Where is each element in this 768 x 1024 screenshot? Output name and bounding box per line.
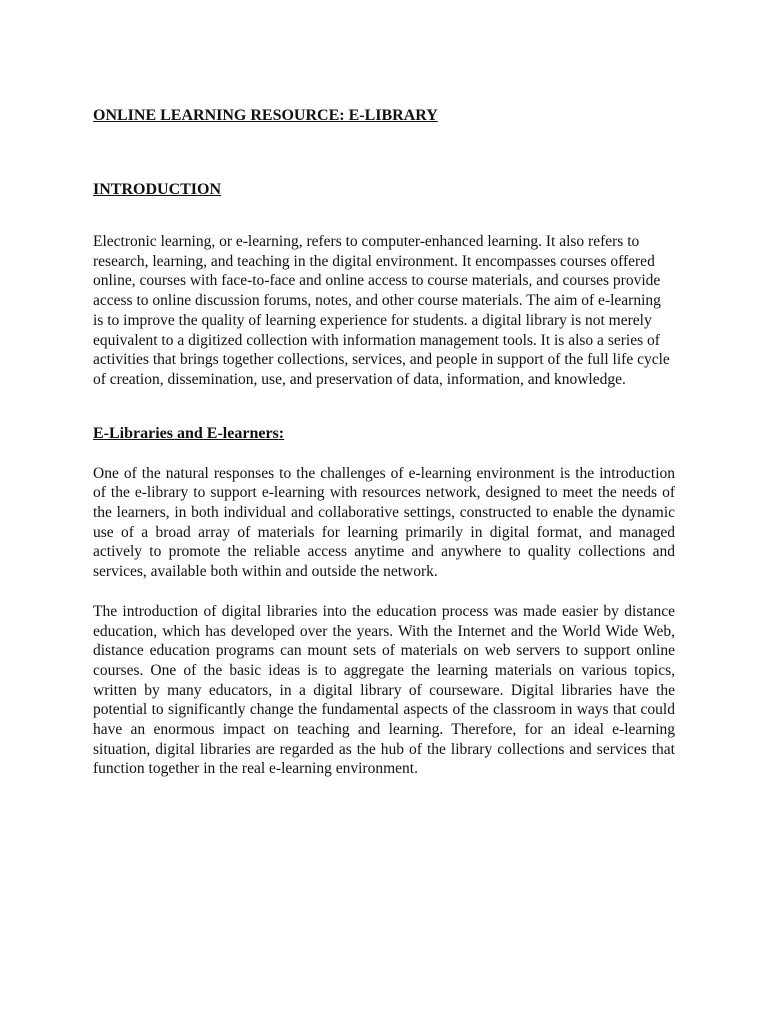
document-title: ONLINE LEARNING RESOURCE: E-LIBRARY <box>93 107 438 124</box>
paragraph-introduction: Electronic learning, or e-learning, refers to computer-enhanced learning. It also refers to research, learning, and teaching in the digital environment. It encompasses courses offered online, courses with face-to-face and online access to course materials, and courses provide access to online discussion forums, notes, and other course materials. The aim of e-learning is to improve the quality of learning experience for students. a digital library is not merely equivalent to a digitized collection with information management tools. It is also a series of activities that brings together collections, services, and people in support of the full life cycle of creation, dissemination, use, and preservation of data, information, and knowledge. <box>93 233 670 388</box>
section-heading-elibraries-text: E-Libraries and E-learners <box>93 424 279 442</box>
section-heading-elibraries <box>93 422 675 446</box>
section-heading-introduction: INTRODUCTION <box>93 181 222 198</box>
paragraph-elibraries-1: One of the natural responses to the challenges of e-learning environment is the introduction of the e-library to support e-learning with resources network, designed to meet the needs of the learners, in both individual and collaborative settings, constructed to enable the dynamic use of a broad array of materials for learning primarily in digital format, and managed actively to promote the reliable access anytime and anywhere to quality collections and services, available both within and outside the network. <box>93 464 675 581</box>
document-page <box>93 104 675 779</box>
paragraph-elibraries-2: The introduction of digital libraries into the education process was made easier by distance education, which has developed over the years. With the Internet and the World Wide Web, distance education programs can mount sets of materials on web servers to support online courses. One of the basic ideas is to aggregate the learning materials on various topics, written by many educators, in a digital library of courseware. Digital libraries have the potential to significantly change the fundamental aspects of the classroom in ways that could have an enormous impact on teaching and learning. Therefore, for an ideal e-learning situation, digital libraries are regarded as the hub of the library collections and services that function together in the real e-learning environment. <box>93 602 675 778</box>
section-heading-elibraries-colon: : <box>278 424 285 442</box>
